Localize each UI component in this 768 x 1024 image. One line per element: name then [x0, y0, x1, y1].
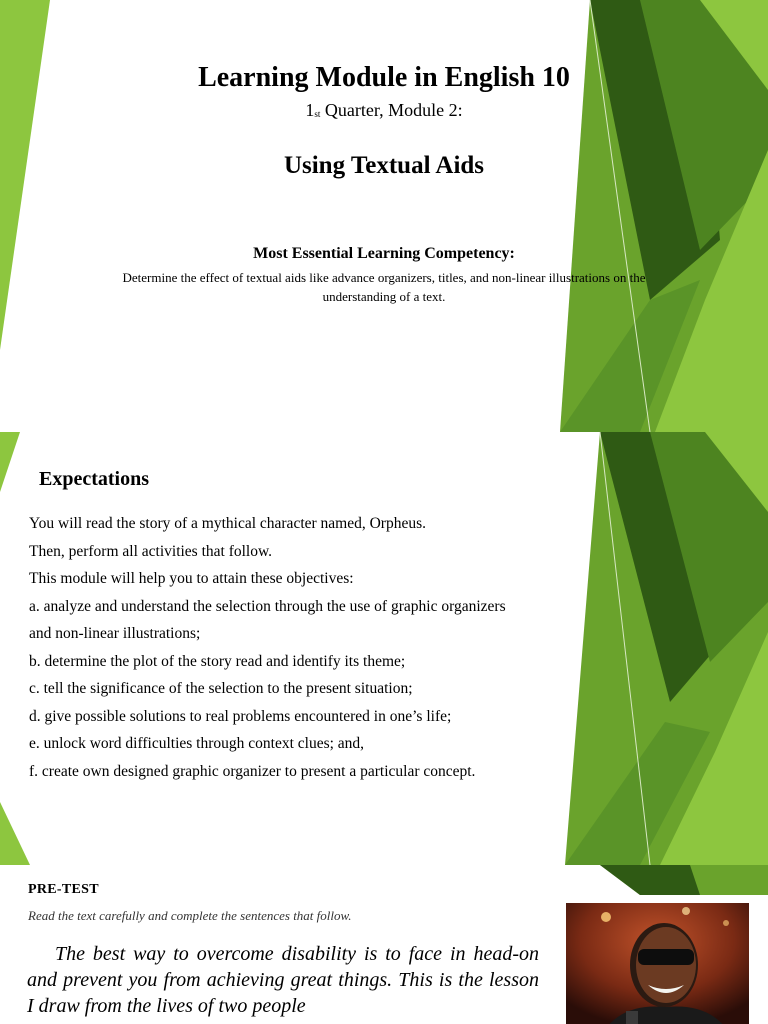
expectation-line: a. analyze and understand the selection through the use of graphic organizers: [29, 597, 506, 615]
slide-expectations: [0, 432, 768, 865]
quarter-subtitle: [0, 100, 768, 121]
portrait-photo: [566, 903, 749, 1024]
pretest-instruction: Read the text carefully and complete the sentences that follow.: [28, 908, 352, 923]
expectations-list: [29, 510, 629, 785]
expectation-line: f. create own designed graphic organizer to present a particular concept.: [29, 762, 476, 780]
pretest-passage: [27, 941, 539, 1019]
pretest-label: PRE-TEST: [28, 882, 99, 897]
expectation-line: Then, perform all activities that follow.: [29, 542, 273, 560]
dark-green-facet: [600, 865, 700, 895]
expectation-line: d. give possible solutions to real problems encountered in one’s life;: [29, 707, 452, 725]
expectation-line: e. unlock word difficulties through context clues; and,: [29, 735, 365, 752]
slide-pretest: [0, 865, 768, 1024]
expectation-line: b. determine the plot of the story read and identify its theme;: [29, 652, 406, 670]
expectation-line: This module will help you to attain these objectives:: [29, 570, 354, 587]
competency-text: Determine the effect of textual aids like advance organizers, titles, and non-linear illustrations on the understanding of a text.: [122, 270, 646, 304]
quarter-rest: Quarter, Module 2:: [324, 100, 463, 120]
left-green-sliver-bottom: [0, 802, 30, 865]
slide-title: [0, 0, 768, 432]
quarter-number: 1: [305, 100, 315, 120]
competency-heading: Most Essential Learning Competency:: [253, 245, 515, 262]
expectation-line: and non-linear illustrations;: [29, 625, 201, 642]
left-green-sliver: [0, 432, 20, 492]
expectations-title: Expectations: [39, 468, 149, 490]
passage-paragraph: The best way to overcome disability is to face in head-on and prevent you from achieving great things. This is the lesson I draw from the lives of two people: [27, 943, 539, 1017]
lesson-title: Using Textual Aids: [283, 152, 485, 179]
expectation-line: c. tell the significance of the selection to the present situation;: [29, 680, 413, 697]
quarter-suffix: st: [314, 109, 321, 119]
module-title: Learning Module in English 10: [198, 62, 570, 93]
expectation-line: You will read the story of a mythical character named, Orpheus.: [29, 515, 426, 532]
